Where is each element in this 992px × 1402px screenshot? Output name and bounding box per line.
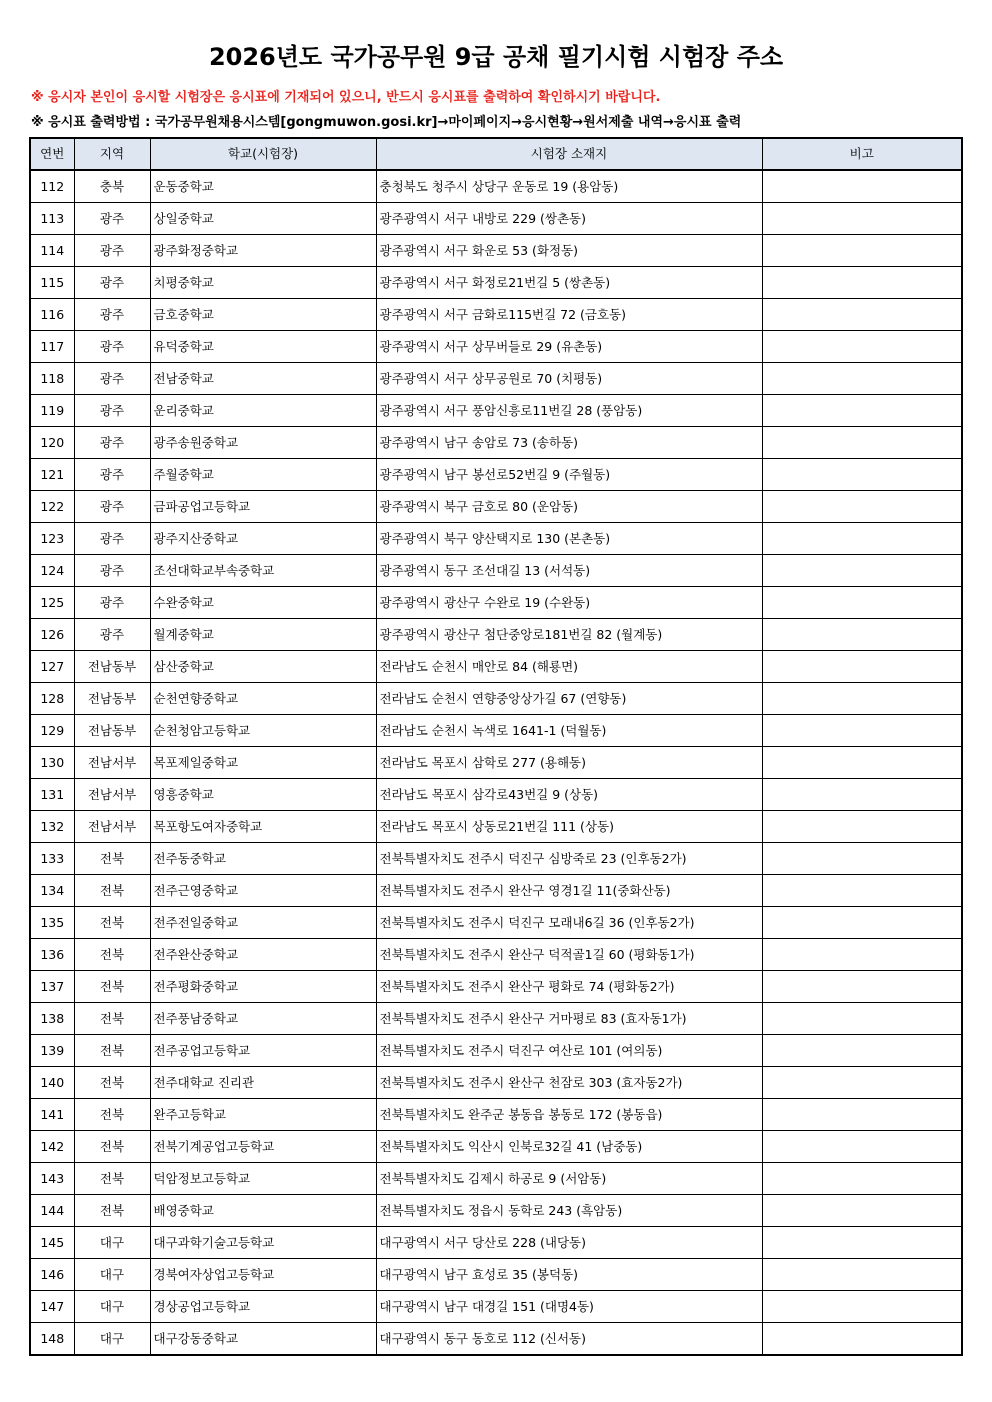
cell-number: 133 bbox=[30, 843, 74, 875]
cell-number: 124 bbox=[30, 555, 74, 587]
cell-address: 광주광역시 북구 금호로 80 (운암동) bbox=[376, 491, 762, 523]
cell-address: 충청북도 청주시 상당구 운동로 19 (용암동) bbox=[376, 170, 762, 203]
table-row bbox=[30, 1099, 962, 1131]
cell-region: 전남서부 bbox=[74, 779, 150, 811]
cell-number: 146 bbox=[30, 1259, 74, 1291]
table-row bbox=[30, 523, 962, 555]
cell-region: 대구 bbox=[74, 1259, 150, 1291]
cell-school: 배영중학교 bbox=[150, 1195, 376, 1227]
table-row bbox=[30, 907, 962, 939]
cell-note bbox=[762, 939, 962, 971]
table-row bbox=[30, 395, 962, 427]
cell-address: 전라남도 목포시 상동로21번길 111 (상동) bbox=[376, 811, 762, 843]
table-row bbox=[30, 715, 962, 747]
cell-number: 127 bbox=[30, 651, 74, 683]
cell-number: 122 bbox=[30, 491, 74, 523]
cell-number: 116 bbox=[30, 299, 74, 331]
cell-number: 145 bbox=[30, 1227, 74, 1259]
cell-number: 114 bbox=[30, 235, 74, 267]
cell-region: 대구 bbox=[74, 1291, 150, 1323]
cell-note bbox=[762, 235, 962, 267]
cell-note bbox=[762, 875, 962, 907]
cell-region: 광주 bbox=[74, 235, 150, 267]
cell-school: 경북여자상업고등학교 bbox=[150, 1259, 376, 1291]
cell-address: 광주광역시 광산구 수완로 19 (수완동) bbox=[376, 587, 762, 619]
cell-address: 광주광역시 북구 양산택지로 130 (본촌동) bbox=[376, 523, 762, 555]
cell-region: 전남동부 bbox=[74, 715, 150, 747]
cell-note bbox=[762, 1003, 962, 1035]
cell-number: 129 bbox=[30, 715, 74, 747]
cell-region: 광주 bbox=[74, 619, 150, 651]
cell-address: 전라남도 목포시 삼학로 277 (용해동) bbox=[376, 747, 762, 779]
cell-note bbox=[762, 1099, 962, 1131]
cell-address: 전북특별자치도 전주시 완산구 덕적골1길 60 (평화동1가) bbox=[376, 939, 762, 971]
table-row bbox=[30, 939, 962, 971]
cell-region: 대구 bbox=[74, 1227, 150, 1259]
cell-school: 전주풍남중학교 bbox=[150, 1003, 376, 1035]
table-row bbox=[30, 1067, 962, 1099]
cell-region: 전북 bbox=[74, 1195, 150, 1227]
cell-address: 전북특별자치도 전주시 완산구 영경1길 11(중화산동) bbox=[376, 875, 762, 907]
table-row bbox=[30, 299, 962, 331]
cell-region: 전북 bbox=[74, 1003, 150, 1035]
cell-region: 전북 bbox=[74, 1099, 150, 1131]
cell-number: 147 bbox=[30, 1291, 74, 1323]
cell-number: 117 bbox=[30, 331, 74, 363]
cell-region: 전북 bbox=[74, 1067, 150, 1099]
cell-school: 완주고등학교 bbox=[150, 1099, 376, 1131]
cell-address: 전북특별자치도 전주시 덕진구 여산로 101 (여의동) bbox=[376, 1035, 762, 1067]
table-row bbox=[30, 811, 962, 843]
table-row bbox=[30, 491, 962, 523]
cell-number: 125 bbox=[30, 587, 74, 619]
cell-note bbox=[762, 779, 962, 811]
cell-region: 전북 bbox=[74, 939, 150, 971]
cell-school: 유덕중학교 bbox=[150, 331, 376, 363]
cell-address: 광주광역시 광산구 첨단중앙로181번길 82 (월계동) bbox=[376, 619, 762, 651]
cell-address: 광주광역시 서구 상무공원로 70 (치평동) bbox=[376, 363, 762, 395]
table-row bbox=[30, 747, 962, 779]
cell-address: 대구광역시 남구 대경길 151 (대명4동) bbox=[376, 1291, 762, 1323]
cell-region: 광주 bbox=[74, 427, 150, 459]
cell-number: 115 bbox=[30, 267, 74, 299]
cell-number: 144 bbox=[30, 1195, 74, 1227]
cell-number: 128 bbox=[30, 683, 74, 715]
cell-note bbox=[762, 683, 962, 715]
cell-school: 전북기계공업고등학교 bbox=[150, 1131, 376, 1163]
cell-school: 덕암정보고등학교 bbox=[150, 1163, 376, 1195]
cell-number: 139 bbox=[30, 1035, 74, 1067]
cell-note bbox=[762, 715, 962, 747]
cell-address: 전라남도 순천시 녹색로 1641-1 (덕월동) bbox=[376, 715, 762, 747]
cell-school: 상일중학교 bbox=[150, 203, 376, 235]
cell-region: 광주 bbox=[74, 299, 150, 331]
cell-note bbox=[762, 971, 962, 1003]
cell-school: 수완중학교 bbox=[150, 587, 376, 619]
cell-number: 132 bbox=[30, 811, 74, 843]
table-row bbox=[30, 1163, 962, 1195]
cell-number: 113 bbox=[30, 203, 74, 235]
header-school: 학교(시험장) bbox=[150, 138, 376, 170]
table-row bbox=[30, 619, 962, 651]
cell-region: 광주 bbox=[74, 555, 150, 587]
header-note: 비고 bbox=[762, 138, 962, 170]
cell-address: 전북특별자치도 전주시 완산구 거마평로 83 (효자동1가) bbox=[376, 1003, 762, 1035]
cell-note bbox=[762, 1035, 962, 1067]
cell-school: 전주전일중학교 bbox=[150, 907, 376, 939]
cell-address: 광주광역시 동구 조선대길 13 (서석동) bbox=[376, 555, 762, 587]
table-row bbox=[30, 1003, 962, 1035]
cell-note bbox=[762, 619, 962, 651]
table-row bbox=[30, 363, 962, 395]
cell-school: 전주공업고등학교 bbox=[150, 1035, 376, 1067]
cell-address: 전북특별자치도 익산시 인북로32길 41 (남중동) bbox=[376, 1131, 762, 1163]
cell-number: 148 bbox=[30, 1323, 74, 1356]
cell-region: 전남동부 bbox=[74, 651, 150, 683]
table-row bbox=[30, 267, 962, 299]
cell-address: 광주광역시 서구 내방로 229 (쌍촌동) bbox=[376, 203, 762, 235]
exam-site-table bbox=[29, 137, 963, 1356]
cell-address: 전북특별자치도 전주시 덕진구 심방죽로 23 (인후동2가) bbox=[376, 843, 762, 875]
cell-school: 월계중학교 bbox=[150, 619, 376, 651]
cell-school: 삼산중학교 bbox=[150, 651, 376, 683]
cell-note bbox=[762, 395, 962, 427]
table-row bbox=[30, 1227, 962, 1259]
cell-number: 126 bbox=[30, 619, 74, 651]
cell-note bbox=[762, 203, 962, 235]
table-row bbox=[30, 875, 962, 907]
cell-school: 대구강동중학교 bbox=[150, 1323, 376, 1356]
cell-address: 전북특별자치도 김제시 하공로 9 (서암동) bbox=[376, 1163, 762, 1195]
cell-address: 대구광역시 서구 당산로 228 (내당동) bbox=[376, 1227, 762, 1259]
cell-note bbox=[762, 1195, 962, 1227]
cell-school: 금파공업고등학교 bbox=[150, 491, 376, 523]
cell-address: 대구광역시 남구 효성로 35 (봉덕동) bbox=[376, 1259, 762, 1291]
cell-note bbox=[762, 1131, 962, 1163]
cell-school: 광주송원중학교 bbox=[150, 427, 376, 459]
cell-address: 광주광역시 서구 상무버들로 29 (유촌동) bbox=[376, 331, 762, 363]
table-row bbox=[30, 683, 962, 715]
cell-region: 전북 bbox=[74, 1131, 150, 1163]
cell-school: 광주화정중학교 bbox=[150, 235, 376, 267]
table-row bbox=[30, 843, 962, 875]
cell-school: 주월중학교 bbox=[150, 459, 376, 491]
cell-number: 140 bbox=[30, 1067, 74, 1099]
cell-region: 광주 bbox=[74, 267, 150, 299]
cell-number: 142 bbox=[30, 1131, 74, 1163]
cell-school: 경상공업고등학교 bbox=[150, 1291, 376, 1323]
cell-region: 전북 bbox=[74, 843, 150, 875]
table-row bbox=[30, 203, 962, 235]
cell-number: 134 bbox=[30, 875, 74, 907]
cell-note bbox=[762, 523, 962, 555]
table-row bbox=[30, 555, 962, 587]
cell-number: 123 bbox=[30, 523, 74, 555]
cell-number: 143 bbox=[30, 1163, 74, 1195]
cell-school: 순천청암고등학교 bbox=[150, 715, 376, 747]
cell-note bbox=[762, 427, 962, 459]
cell-address: 광주광역시 남구 봉선로52번길 9 (주월동) bbox=[376, 459, 762, 491]
cell-region: 전북 bbox=[74, 875, 150, 907]
cell-region: 광주 bbox=[74, 459, 150, 491]
cell-school: 전주근영중학교 bbox=[150, 875, 376, 907]
cell-number: 121 bbox=[30, 459, 74, 491]
cell-school: 순천연향중학교 bbox=[150, 683, 376, 715]
table-row bbox=[30, 971, 962, 1003]
cell-region: 대구 bbox=[74, 1323, 150, 1356]
cell-address: 대구광역시 동구 동호로 112 (신서동) bbox=[376, 1323, 762, 1356]
cell-school: 전주완산중학교 bbox=[150, 939, 376, 971]
cell-region: 광주 bbox=[74, 203, 150, 235]
cell-school: 목포항도여자중학교 bbox=[150, 811, 376, 843]
cell-note bbox=[762, 1067, 962, 1099]
cell-school: 운동중학교 bbox=[150, 170, 376, 203]
cell-address: 광주광역시 남구 송암로 73 (송하동) bbox=[376, 427, 762, 459]
cell-school: 목포제일중학교 bbox=[150, 747, 376, 779]
cell-address: 광주광역시 서구 금화로115번길 72 (금호동) bbox=[376, 299, 762, 331]
cell-address: 광주광역시 서구 화정로21번길 5 (쌍촌동) bbox=[376, 267, 762, 299]
cell-number: 141 bbox=[30, 1099, 74, 1131]
cell-school: 금호중학교 bbox=[150, 299, 376, 331]
cell-number: 112 bbox=[30, 170, 74, 203]
cell-number: 131 bbox=[30, 779, 74, 811]
cell-note bbox=[762, 651, 962, 683]
cell-note bbox=[762, 587, 962, 619]
cell-address: 광주광역시 서구 풍암신흥로11번길 28 (풍암동) bbox=[376, 395, 762, 427]
cell-region: 광주 bbox=[74, 395, 150, 427]
table-row bbox=[30, 1323, 962, 1356]
table-row bbox=[30, 1259, 962, 1291]
cell-region: 전남서부 bbox=[74, 811, 150, 843]
cell-note bbox=[762, 363, 962, 395]
cell-address: 전라남도 목포시 삼각로43번길 9 (상동) bbox=[376, 779, 762, 811]
cell-note bbox=[762, 811, 962, 843]
table-row bbox=[30, 779, 962, 811]
cell-region: 광주 bbox=[74, 363, 150, 395]
cell-school: 조선대학교부속중학교 bbox=[150, 555, 376, 587]
cell-note bbox=[762, 459, 962, 491]
cell-note bbox=[762, 1163, 962, 1195]
cell-region: 광주 bbox=[74, 331, 150, 363]
cell-note bbox=[762, 1291, 962, 1323]
cell-school: 전남중학교 bbox=[150, 363, 376, 395]
print-method-text: ※ 응시표 출력방법 : 국가공무원채용시스템[gongmuwon.gosi.kr]→마이페이지→응시현황→원서제출 내역→응시표 출력 bbox=[31, 115, 742, 130]
cell-school: 전주대학교 진리관 bbox=[150, 1067, 376, 1099]
cell-region: 전남서부 bbox=[74, 747, 150, 779]
cell-region: 광주 bbox=[74, 587, 150, 619]
cell-school: 치평중학교 bbox=[150, 267, 376, 299]
cell-school: 대구과학기술고등학교 bbox=[150, 1227, 376, 1259]
cell-school: 전주동중학교 bbox=[150, 843, 376, 875]
document-title: 2026년도 국가공무원 9급 공채 필기시험 시험장 주소 bbox=[208, 43, 784, 71]
table-row bbox=[30, 1195, 962, 1227]
cell-region: 전북 bbox=[74, 1163, 150, 1195]
table-row bbox=[30, 459, 962, 491]
table-row bbox=[30, 170, 962, 203]
table-row bbox=[30, 651, 962, 683]
cell-address: 전북특별자치도 정읍시 동학로 243 (흑암동) bbox=[376, 1195, 762, 1227]
table-row bbox=[30, 235, 962, 267]
cell-number: 136 bbox=[30, 939, 74, 971]
cell-number: 137 bbox=[30, 971, 74, 1003]
cell-address: 전라남도 순천시 매안로 84 (해룡면) bbox=[376, 651, 762, 683]
cell-note bbox=[762, 170, 962, 203]
cell-region: 광주 bbox=[74, 523, 150, 555]
cell-address: 전북특별자치도 전주시 완산구 천잠로 303 (효자동2가) bbox=[376, 1067, 762, 1099]
cell-region: 전북 bbox=[74, 907, 150, 939]
notice-text: ※ 응시자 본인이 응시할 시험장은 응시표에 기재되어 있으니, 반드시 응시표를 출력하여 확인하시기 바랍니다. bbox=[31, 90, 661, 105]
cell-school: 광주지산중학교 bbox=[150, 523, 376, 555]
cell-number: 130 bbox=[30, 747, 74, 779]
cell-address: 전라남도 순천시 연향중앙상가길 67 (연향동) bbox=[376, 683, 762, 715]
table-header-row bbox=[30, 138, 962, 170]
table-row bbox=[30, 427, 962, 459]
table-row bbox=[30, 1035, 962, 1067]
cell-address: 전북특별자치도 전주시 완산구 평화로 74 (평화동2가) bbox=[376, 971, 762, 1003]
cell-region: 전남동부 bbox=[74, 683, 150, 715]
cell-number: 118 bbox=[30, 363, 74, 395]
cell-note bbox=[762, 1227, 962, 1259]
cell-school: 운리중학교 bbox=[150, 395, 376, 427]
cell-note bbox=[762, 907, 962, 939]
cell-school: 전주평화중학교 bbox=[150, 971, 376, 1003]
cell-address: 전북특별자치도 완주군 봉동읍 봉동로 172 (봉동읍) bbox=[376, 1099, 762, 1131]
table-row bbox=[30, 1131, 962, 1163]
cell-note bbox=[762, 555, 962, 587]
cell-school: 영흥중학교 bbox=[150, 779, 376, 811]
cell-note bbox=[762, 267, 962, 299]
header-address: 시험장 소재지 bbox=[376, 138, 762, 170]
table-row bbox=[30, 1291, 962, 1323]
cell-number: 119 bbox=[30, 395, 74, 427]
cell-note bbox=[762, 843, 962, 875]
cell-note bbox=[762, 747, 962, 779]
cell-note bbox=[762, 1259, 962, 1291]
cell-region: 광주 bbox=[74, 491, 150, 523]
cell-note bbox=[762, 491, 962, 523]
cell-address: 전북특별자치도 전주시 덕진구 모래내6길 36 (인후동2가) bbox=[376, 907, 762, 939]
cell-note bbox=[762, 331, 962, 363]
header-region: 지역 bbox=[74, 138, 150, 170]
table-row bbox=[30, 331, 962, 363]
table-row bbox=[30, 587, 962, 619]
header-number: 연번 bbox=[30, 138, 74, 170]
cell-number: 135 bbox=[30, 907, 74, 939]
cell-region: 충북 bbox=[74, 170, 150, 203]
cell-note bbox=[762, 1323, 962, 1356]
cell-number: 138 bbox=[30, 1003, 74, 1035]
cell-number: 120 bbox=[30, 427, 74, 459]
cell-note bbox=[762, 299, 962, 331]
cell-region: 전북 bbox=[74, 1035, 150, 1067]
table-body bbox=[30, 170, 962, 1355]
cell-address: 광주광역시 서구 화운로 53 (화정동) bbox=[376, 235, 762, 267]
cell-region: 전북 bbox=[74, 971, 150, 1003]
